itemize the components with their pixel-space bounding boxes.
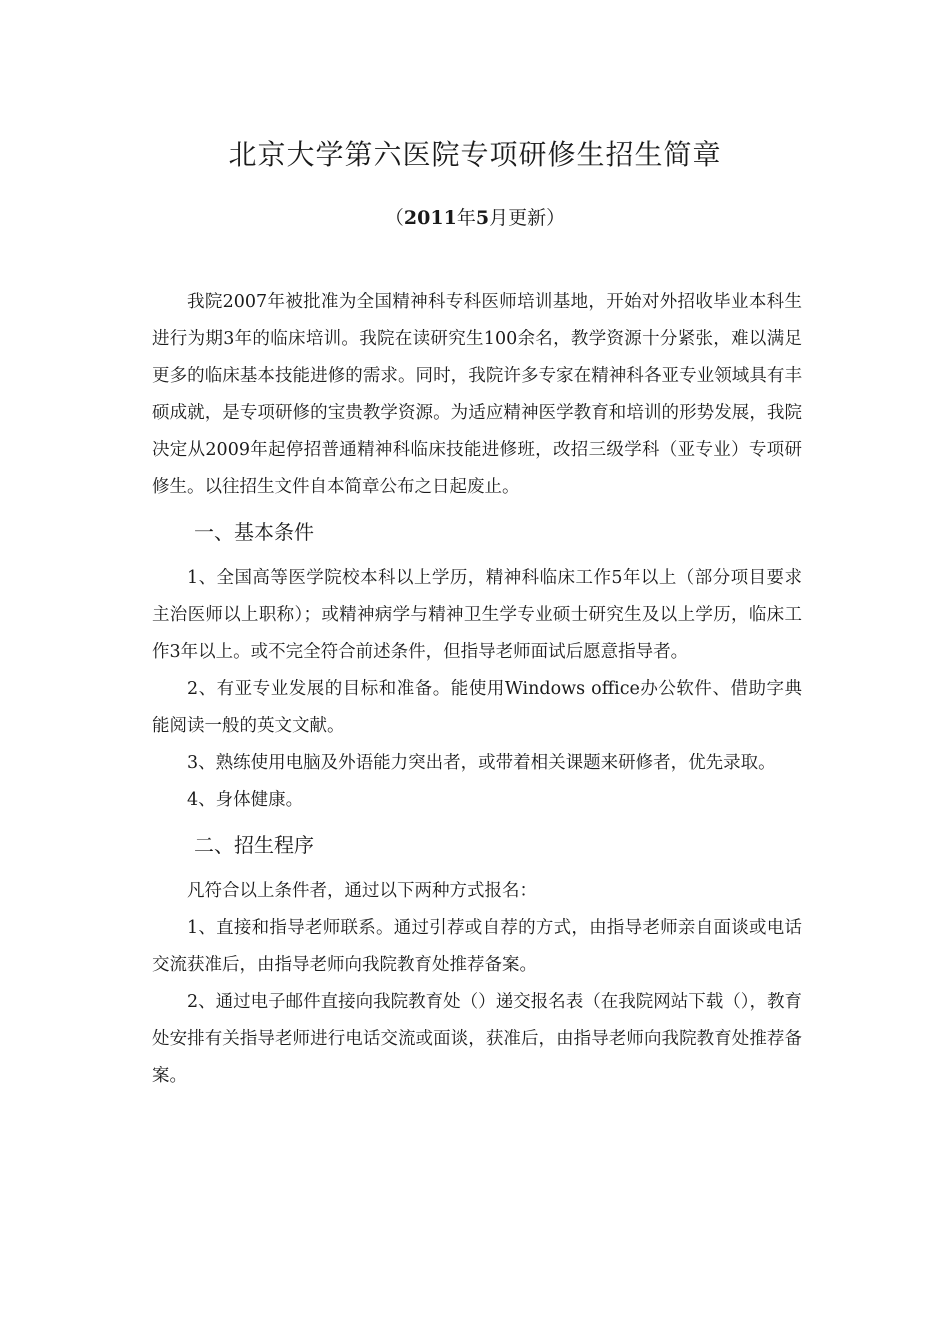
document-body <box>152 284 802 1095</box>
condition-item-3: 3、熟练使用电脑及外语能力突出者，或带着相关课题来研修者，优先录取。 <box>187 753 776 773</box>
condition-item-4: 4、身体健康。 <box>187 790 304 810</box>
subtitle-open: （ <box>384 207 404 229</box>
section-heading-admission-procedure: 二、招生程序 <box>194 833 314 857</box>
procedure-item-1: 1、直接和指导老师联系。通过引荐或自荐的方式，由指导老师亲自面谈或电话交流获准后，由指导老师向我院教育处推荐备案。 <box>152 918 802 975</box>
condition-item-1: 1、全国高等医学院校本科以上学历，精神科临床工作5年以上（部分项目要求主治医师以上职称）；或精神病学与精神卫生学专业硕士研究生及以上学历，临床工作3年以上。或不完全符合前述条件，但指导老师面试后愿意指导者。 <box>152 568 802 662</box>
section-heading-basic-conditions: 一、基本条件 <box>194 520 314 544</box>
subtitle-year: 2011 <box>403 207 457 229</box>
procedure-intro: 凡符合以上条件者，通过以下两种方式报名： <box>187 881 537 901</box>
subtitle-year-unit: 年 <box>456 207 476 229</box>
intro-paragraph: 我院2007年被批准为全国精神科专科医师培训基地，开始对外招收毕业本科生进行为期3年的临床培训。我院在读研究生100余名，教学资源十分紧张，难以满足更多的临床基本技能进修的需求。同时，我院许多专家在精神科各亚专业领域具有丰硕成就，是专项研修的宝贵教学资源。为适应精神医学教育和培训的形势发展，我院决定从2009年起停招普通精神科临床技能进修班，改招三级学科（亚专业）专项研修生。以往招生文件自本简章公布之日起废止。 <box>152 292 802 497</box>
document-subtitle <box>0 203 950 230</box>
subtitle-month-unit: 月更新） <box>489 207 566 229</box>
subtitle-month: 5 <box>475 207 490 229</box>
procedure-item-2: 2、通过电子邮件直接向我院教育处（）递交报名表（在我院网站下载（），教育处安排有关指导老师进行电话交流或面谈，获准后，由指导老师向我院教育处推荐备案。 <box>152 992 802 1086</box>
condition-item-2: 2、有亚专业发展的目标和准备。能使用Windows office办公软件、借助字典能阅读一般的英文文献。 <box>152 679 802 736</box>
document-title: 北京大学第六医院专项研修生招生简章 <box>228 138 722 171</box>
